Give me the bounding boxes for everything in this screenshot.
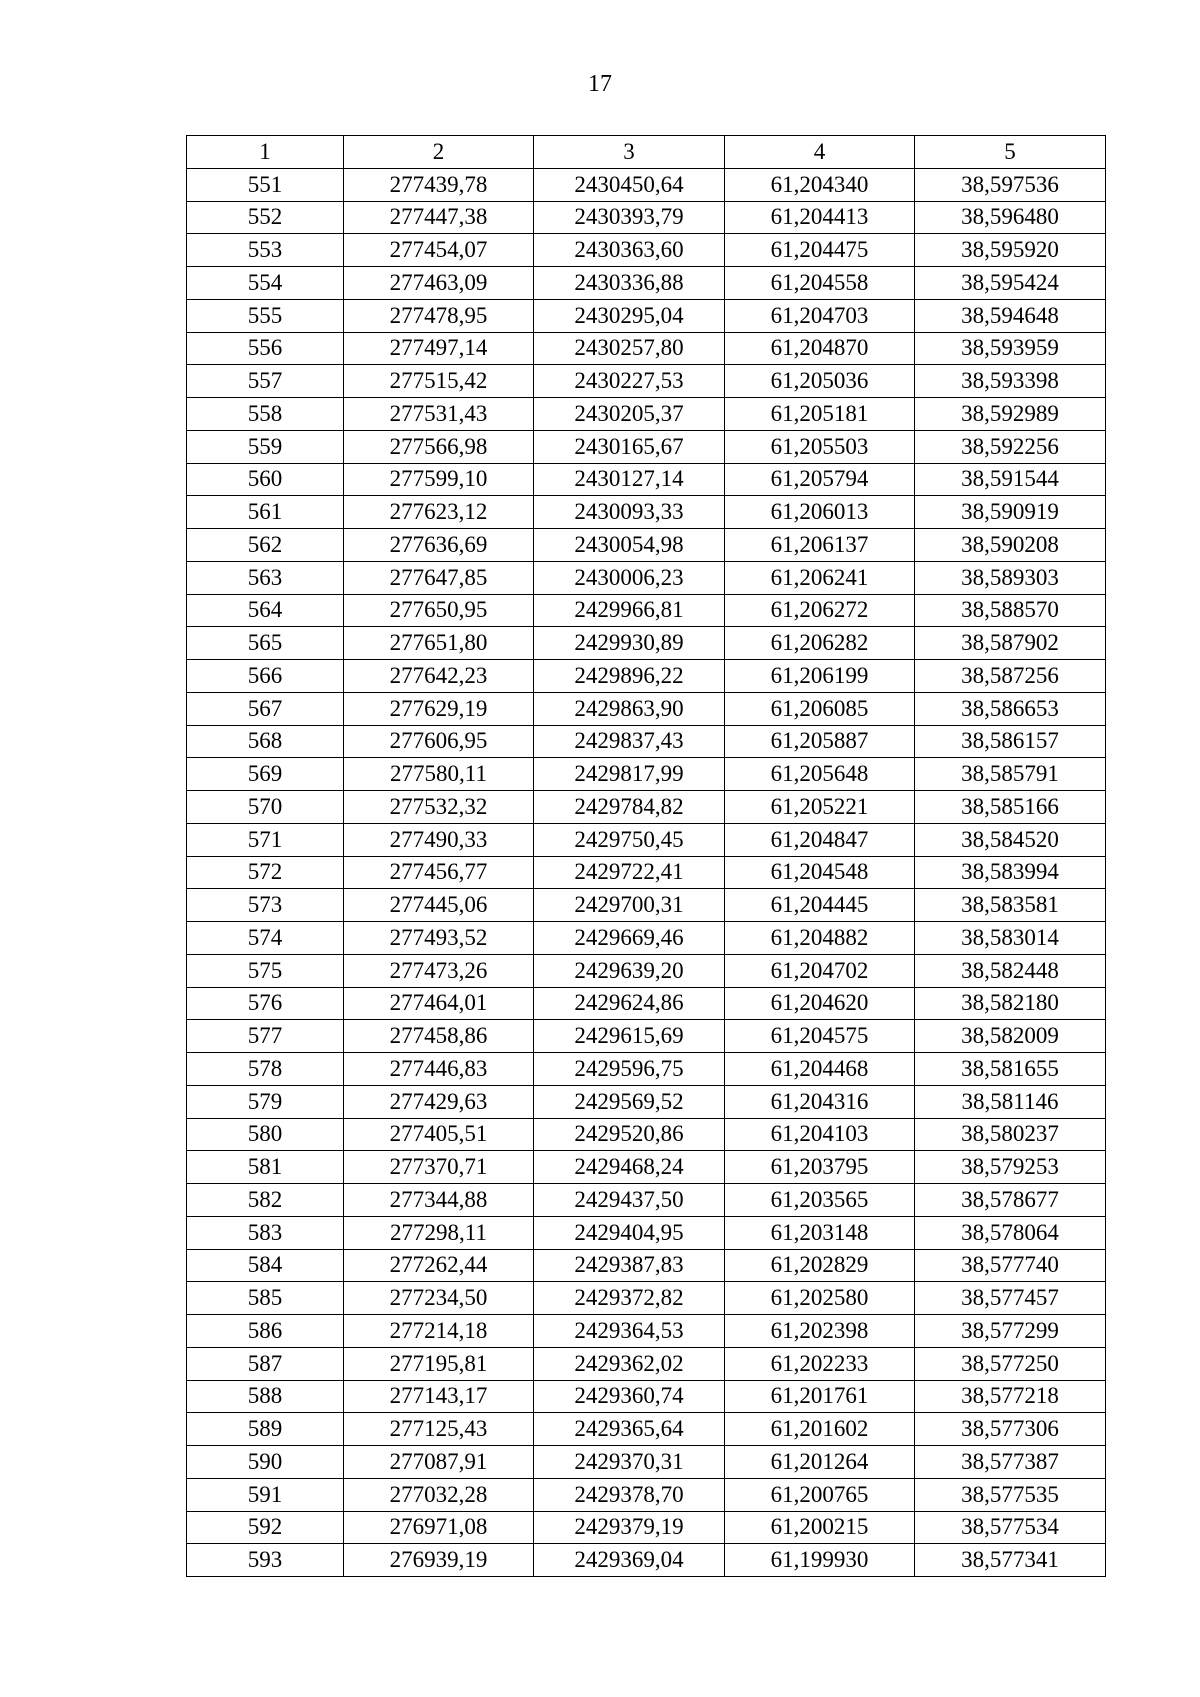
coord-y-cell: 2429837,43 [534,725,725,758]
latitude-cell: 61,205221 [725,791,915,824]
point-number-cell: 593 [187,1544,344,1577]
longitude-cell: 38,586157 [915,725,1106,758]
coord-x-cell: 277647,85 [344,561,534,594]
longitude-cell: 38,577457 [915,1282,1106,1315]
longitude-cell: 38,577387 [915,1446,1106,1479]
point-number-cell: 582 [187,1184,344,1217]
coord-y-cell: 2429700,31 [534,889,725,922]
longitude-cell: 38,581655 [915,1053,1106,1086]
latitude-cell: 61,202398 [725,1315,915,1348]
coord-y-cell: 2429362,02 [534,1347,725,1380]
point-number-cell: 583 [187,1216,344,1249]
coord-x-cell: 277464,01 [344,987,534,1020]
coord-y-cell: 2429364,53 [534,1315,725,1348]
latitude-cell: 61,206241 [725,561,915,594]
point-number-cell: 573 [187,889,344,922]
coord-x-cell: 277650,95 [344,594,534,627]
coord-y-cell: 2429569,52 [534,1085,725,1118]
point-number-cell: 561 [187,496,344,529]
coord-x-cell: 277642,23 [344,660,534,693]
coord-y-cell: 2430054,98 [534,529,725,562]
coord-x-cell: 277515,42 [344,365,534,398]
latitude-cell: 61,204445 [725,889,915,922]
coord-y-cell: 2430450,64 [534,168,725,201]
table-row [187,234,1106,267]
latitude-cell: 61,205036 [725,365,915,398]
point-number-cell: 560 [187,463,344,496]
latitude-cell: 61,202233 [725,1347,915,1380]
table-row [187,1085,1106,1118]
point-number-cell: 584 [187,1249,344,1282]
longitude-cell: 38,578677 [915,1184,1106,1217]
coord-y-cell: 2429639,20 [534,954,725,987]
coord-y-cell: 2429615,69 [534,1020,725,1053]
coord-y-cell: 2430363,60 [534,234,725,267]
latitude-cell: 61,204702 [725,954,915,987]
point-number-cell: 565 [187,627,344,660]
point-number-cell: 585 [187,1282,344,1315]
latitude-cell: 61,202580 [725,1282,915,1315]
latitude-cell: 61,204870 [725,332,915,365]
point-number-cell: 555 [187,299,344,332]
longitude-cell: 38,582448 [915,954,1106,987]
coord-y-cell: 2430006,23 [534,561,725,594]
coord-x-cell: 277405,51 [344,1118,534,1151]
point-number-cell: 570 [187,791,344,824]
table-row [187,1151,1106,1184]
longitude-cell: 38,577218 [915,1380,1106,1413]
latitude-cell: 61,204103 [725,1118,915,1151]
coord-x-cell: 277143,17 [344,1380,534,1413]
table-row [187,365,1106,398]
point-number-cell: 552 [187,201,344,234]
coord-x-cell: 277262,44 [344,1249,534,1282]
table-row [187,201,1106,234]
coord-y-cell: 2429750,45 [534,823,725,856]
coord-x-cell: 277629,19 [344,692,534,725]
coord-x-cell: 276939,19 [344,1544,534,1577]
latitude-cell: 61,200765 [725,1478,915,1511]
longitude-cell: 38,591544 [915,463,1106,496]
coord-y-cell: 2429966,81 [534,594,725,627]
coord-y-cell: 2430393,79 [534,201,725,234]
page-number: 17 [588,71,612,97]
coord-y-cell: 2429784,82 [534,791,725,824]
point-number-cell: 590 [187,1446,344,1479]
coord-x-cell: 277490,33 [344,823,534,856]
coord-x-cell: 277234,50 [344,1282,534,1315]
latitude-cell: 61,204340 [725,168,915,201]
coord-y-cell: 2429372,82 [534,1282,725,1315]
table-row [187,168,1106,201]
longitude-cell: 38,583581 [915,889,1106,922]
table-row [187,332,1106,365]
longitude-cell: 38,577250 [915,1347,1106,1380]
point-number-cell: 566 [187,660,344,693]
coord-x-cell: 277599,10 [344,463,534,496]
latitude-cell: 61,204575 [725,1020,915,1053]
table-row [187,856,1106,889]
point-number-cell: 556 [187,332,344,365]
coord-x-cell: 276971,08 [344,1511,534,1544]
latitude-cell: 61,204558 [725,267,915,300]
coord-x-cell: 277445,06 [344,889,534,922]
latitude-cell: 61,204468 [725,1053,915,1086]
coord-x-cell: 277456,77 [344,856,534,889]
coord-x-cell: 277458,86 [344,1020,534,1053]
longitude-cell: 38,587902 [915,627,1106,660]
point-number-cell: 580 [187,1118,344,1151]
longitude-cell: 38,582180 [915,987,1106,1020]
point-number-cell: 591 [187,1478,344,1511]
latitude-cell: 61,200215 [725,1511,915,1544]
column-header-1: 1 [187,136,344,169]
longitude-cell: 38,596480 [915,201,1106,234]
longitude-cell: 38,597536 [915,168,1106,201]
longitude-cell: 38,585166 [915,791,1106,824]
longitude-cell: 38,578064 [915,1216,1106,1249]
longitude-cell: 38,581146 [915,1085,1106,1118]
table-row [187,1118,1106,1151]
longitude-cell: 38,586653 [915,692,1106,725]
column-header-5: 5 [915,136,1106,169]
point-number-cell: 581 [187,1151,344,1184]
point-number-cell: 574 [187,922,344,955]
latitude-cell: 61,206085 [725,692,915,725]
table-row [187,660,1106,693]
coord-y-cell: 2430093,33 [534,496,725,529]
point-number-cell: 587 [187,1347,344,1380]
point-number-cell: 553 [187,234,344,267]
coord-x-cell: 277439,78 [344,168,534,201]
coord-y-cell: 2429896,22 [534,660,725,693]
point-number-cell: 569 [187,758,344,791]
latitude-cell: 61,202829 [725,1249,915,1282]
longitude-cell: 38,592256 [915,430,1106,463]
point-number-cell: 551 [187,168,344,201]
table-row [187,594,1106,627]
coord-x-cell: 277087,91 [344,1446,534,1479]
latitude-cell: 61,204316 [725,1085,915,1118]
longitude-cell: 38,587256 [915,660,1106,693]
table-header [187,136,1106,169]
table-row [187,1020,1106,1053]
coord-x-cell: 277446,83 [344,1053,534,1086]
point-number-cell: 592 [187,1511,344,1544]
latitude-cell: 61,204548 [725,856,915,889]
table-row [187,1249,1106,1282]
coord-y-cell: 2429468,24 [534,1151,725,1184]
column-header-3: 3 [534,136,725,169]
table-row [187,1446,1106,1479]
table-row [187,758,1106,791]
point-number-cell: 563 [187,561,344,594]
latitude-cell: 61,206137 [725,529,915,562]
table-row [187,1184,1106,1217]
coord-x-cell: 277532,32 [344,791,534,824]
latitude-cell: 61,206272 [725,594,915,627]
column-header-2: 2 [344,136,534,169]
table-row [187,1413,1106,1446]
coord-y-cell: 2429387,83 [534,1249,725,1282]
coord-y-cell: 2429379,19 [534,1511,725,1544]
longitude-cell: 38,590919 [915,496,1106,529]
longitude-cell: 38,593959 [915,332,1106,365]
latitude-cell: 61,204620 [725,987,915,1020]
coord-y-cell: 2429596,75 [534,1053,725,1086]
point-number-cell: 567 [187,692,344,725]
table-row [187,267,1106,300]
latitude-cell: 61,203565 [725,1184,915,1217]
table-row [187,1216,1106,1249]
latitude-cell: 61,201264 [725,1446,915,1479]
latitude-cell: 61,203148 [725,1216,915,1249]
coord-y-cell: 2429437,50 [534,1184,725,1217]
latitude-cell: 61,204847 [725,823,915,856]
coord-x-cell: 277032,28 [344,1478,534,1511]
coord-x-cell: 277429,63 [344,1085,534,1118]
point-number-cell: 571 [187,823,344,856]
longitude-cell: 38,582009 [915,1020,1106,1053]
point-number-cell: 572 [187,856,344,889]
table-row [187,1380,1106,1413]
latitude-cell: 61,206013 [725,496,915,529]
table-row [187,398,1106,431]
coord-y-cell: 2430227,53 [534,365,725,398]
header-row [187,136,1106,169]
latitude-cell: 61,205648 [725,758,915,791]
coord-x-cell: 277636,69 [344,529,534,562]
longitude-cell: 38,580237 [915,1118,1106,1151]
coord-y-cell: 2430205,37 [534,398,725,431]
table-row [187,1544,1106,1577]
latitude-cell: 61,204882 [725,922,915,955]
coord-y-cell: 2429930,89 [534,627,725,660]
coord-x-cell: 277125,43 [344,1413,534,1446]
coord-y-cell: 2429624,86 [534,987,725,1020]
longitude-cell: 38,579253 [915,1151,1106,1184]
table-row [187,561,1106,594]
longitude-cell: 38,593398 [915,365,1106,398]
table-row [187,987,1106,1020]
longitude-cell: 38,590208 [915,529,1106,562]
coord-x-cell: 277447,38 [344,201,534,234]
point-number-cell: 578 [187,1053,344,1086]
latitude-cell: 61,204413 [725,201,915,234]
coord-x-cell: 277623,12 [344,496,534,529]
point-number-cell: 558 [187,398,344,431]
coord-x-cell: 277580,11 [344,758,534,791]
point-number-cell: 559 [187,430,344,463]
coord-x-cell: 277473,26 [344,954,534,987]
coord-x-cell: 277566,98 [344,430,534,463]
table-row [187,823,1106,856]
table-row [187,627,1106,660]
column-header-4: 4 [725,136,915,169]
longitude-cell: 38,577740 [915,1249,1106,1282]
longitude-cell: 38,595424 [915,267,1106,300]
longitude-cell: 38,577535 [915,1478,1106,1511]
point-number-cell: 586 [187,1315,344,1348]
latitude-cell: 61,199930 [725,1544,915,1577]
table-row [187,1511,1106,1544]
coord-y-cell: 2430165,67 [534,430,725,463]
point-number-cell: 576 [187,987,344,1020]
point-number-cell: 575 [187,954,344,987]
latitude-cell: 61,205794 [725,463,915,496]
coord-x-cell: 277497,14 [344,332,534,365]
table-row [187,463,1106,496]
point-number-cell: 564 [187,594,344,627]
longitude-cell: 38,577534 [915,1511,1106,1544]
coord-x-cell: 277651,80 [344,627,534,660]
coord-x-cell: 277463,09 [344,267,534,300]
coord-x-cell: 277454,07 [344,234,534,267]
point-number-cell: 568 [187,725,344,758]
latitude-cell: 61,201761 [725,1380,915,1413]
point-number-cell: 579 [187,1085,344,1118]
coord-x-cell: 277493,52 [344,922,534,955]
coord-x-cell: 277531,43 [344,398,534,431]
coord-y-cell: 2430336,88 [534,267,725,300]
coord-y-cell: 2429370,31 [534,1446,725,1479]
table-row [187,496,1106,529]
longitude-cell: 38,585791 [915,758,1106,791]
coord-y-cell: 2429863,90 [534,692,725,725]
table-row [187,922,1106,955]
coord-y-cell: 2429520,86 [534,1118,725,1151]
coord-y-cell: 2429669,46 [534,922,725,955]
latitude-cell: 61,205887 [725,725,915,758]
longitude-cell: 38,577341 [915,1544,1106,1577]
table-body [187,168,1106,1576]
coord-x-cell: 277606,95 [344,725,534,758]
coord-x-cell: 277370,71 [344,1151,534,1184]
point-number-cell: 554 [187,267,344,300]
longitude-cell: 38,577299 [915,1315,1106,1348]
coord-y-cell: 2429817,99 [534,758,725,791]
coord-x-cell: 277344,88 [344,1184,534,1217]
coord-x-cell: 277214,18 [344,1315,534,1348]
latitude-cell: 61,206199 [725,660,915,693]
point-number-cell: 589 [187,1413,344,1446]
latitude-cell: 61,206282 [725,627,915,660]
table-row [187,954,1106,987]
latitude-cell: 61,205181 [725,398,915,431]
longitude-cell: 38,584520 [915,823,1106,856]
table-row [187,1478,1106,1511]
longitude-cell: 38,583014 [915,922,1106,955]
longitude-cell: 38,592989 [915,398,1106,431]
longitude-cell: 38,594648 [915,299,1106,332]
coord-y-cell: 2429360,74 [534,1380,725,1413]
latitude-cell: 61,201602 [725,1413,915,1446]
coord-x-cell: 277195,81 [344,1347,534,1380]
point-number-cell: 588 [187,1380,344,1413]
coord-x-cell: 277298,11 [344,1216,534,1249]
coordinates-table [186,135,1106,1577]
latitude-cell: 61,205503 [725,430,915,463]
table-row [187,791,1106,824]
table-row [187,529,1106,562]
longitude-cell: 38,595920 [915,234,1106,267]
coord-y-cell: 2429404,95 [534,1216,725,1249]
table-row [187,725,1106,758]
latitude-cell: 61,204703 [725,299,915,332]
coord-y-cell: 2429378,70 [534,1478,725,1511]
latitude-cell: 61,203795 [725,1151,915,1184]
coord-x-cell: 277478,95 [344,299,534,332]
coord-y-cell: 2429365,64 [534,1413,725,1446]
table-row [187,1282,1106,1315]
table-row [187,430,1106,463]
point-number-cell: 577 [187,1020,344,1053]
coord-y-cell: 2430257,80 [534,332,725,365]
longitude-cell: 38,583994 [915,856,1106,889]
coord-y-cell: 2430295,04 [534,299,725,332]
longitude-cell: 38,588570 [915,594,1106,627]
coord-y-cell: 2429369,04 [534,1544,725,1577]
table-row [187,1347,1106,1380]
table-row [187,692,1106,725]
coord-y-cell: 2429722,41 [534,856,725,889]
latitude-cell: 61,204475 [725,234,915,267]
coord-y-cell: 2430127,14 [534,463,725,496]
longitude-cell: 38,577306 [915,1413,1106,1446]
longitude-cell: 38,589303 [915,561,1106,594]
table-row [187,1315,1106,1348]
table-row [187,1053,1106,1086]
table-row [187,299,1106,332]
table-row [187,889,1106,922]
point-number-cell: 562 [187,529,344,562]
point-number-cell: 557 [187,365,344,398]
